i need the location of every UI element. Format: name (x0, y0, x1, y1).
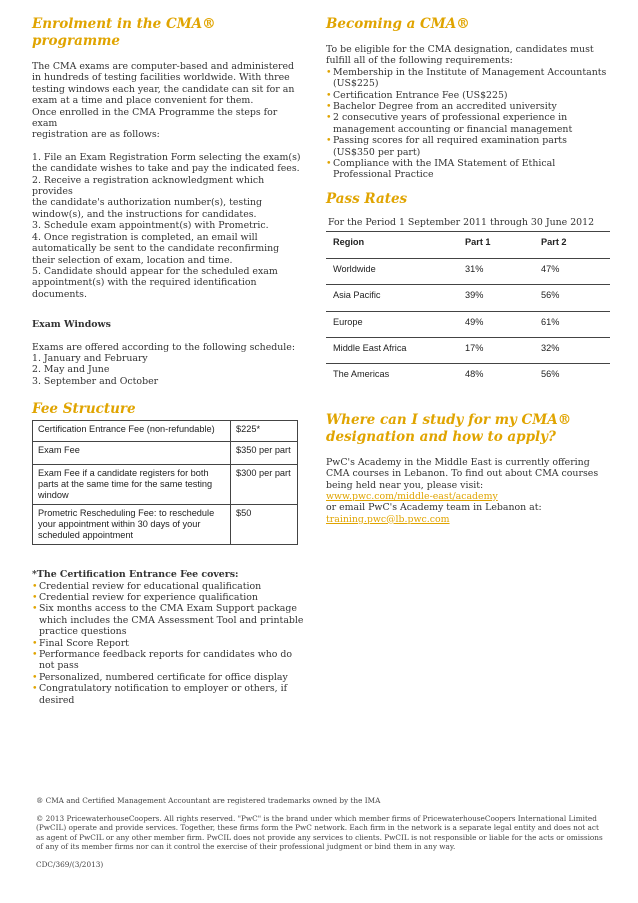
table-row (33, 421, 298, 442)
pass-rates-table (326, 231, 610, 389)
fee-amount-cell: $300 per part (231, 465, 298, 505)
list-item: • Six months access to the CMA Exam Support package which includes the CMA Assessment Tool and printable practice questions (32, 603, 304, 637)
fee-covers-list (32, 581, 304, 706)
enrolment-heading: Enrolment in the CMA® programme (32, 16, 216, 49)
fee-covers-heading: *The Certification Entrance Fee covers: (32, 569, 239, 581)
table-row (326, 285, 610, 311)
email-text: or email PwC's Academy team in Lebanon at: (326, 502, 542, 514)
table-row (326, 364, 610, 390)
column-header: Region (326, 232, 458, 258)
step-item: 3. Schedule exam appointment(s) with Prometric. (32, 220, 269, 232)
pass-rates-period: For the Period 1 September 2011 through 30 June 2012 (328, 216, 595, 228)
part1-cell: 48% (458, 364, 534, 390)
list-item: • Certification Entrance Fee (US$225) (326, 90, 610, 101)
pass-rates-heading: Pass Rates (326, 190, 408, 207)
part2-cell: 47% (534, 258, 610, 284)
list-item: • Performance feedback reports for candidates who do not pass (32, 649, 304, 672)
part2-cell: 56% (534, 285, 610, 311)
list-item: • Congratulatory notification to employer or others, if desired (32, 683, 304, 706)
part2-cell: 56% (534, 364, 610, 390)
list-item: • Membership in the Institute of Management Accountants (US$225) (326, 67, 610, 90)
column-header: Part 1 (458, 232, 534, 258)
right-column (326, 16, 610, 525)
step-item: 2. Receive a registration acknowledgment which provides the candidate's authorization number(s), testing window(s), and the instructions for candidates. (32, 174, 265, 220)
email-link[interactable]: training.pwc@lb.pwc.com (326, 513, 450, 525)
table-header-row (326, 232, 610, 258)
fee-amount-cell: $225* (231, 421, 298, 442)
region-cell: The Americas (326, 364, 458, 390)
copyright-note: © 2013 PricewaterhouseCoopers. All rights reserved. "PwC" is the brand under which member firms of PricewaterhouseCoopers International Limited (PwCIL) operate and provide services. Together, these firms form the PwC network. Each firm in the network is a separate legal entity and does not act as agent of PwCIL or any other member firm. PwCIL does not provide any services to clients. PwCIL is not responsible or liable for the acts or omissions of any of its member firms nor can it control the exercise of their professional judgment or bind them in any way. (36, 813, 603, 852)
list-item: • Credential review for educational qualification (32, 581, 304, 592)
academy-link[interactable]: www.pwc.com/middle-east/academy (326, 490, 498, 502)
fee-table (32, 420, 298, 545)
list-item: • 2 consecutive years of professional experience in management accounting or financial management (326, 112, 610, 135)
requirements-list (326, 67, 610, 181)
trademark-note: ® CMA and Certified Management Accountant are registered trademarks owned by the IMA (36, 796, 381, 805)
table-row (33, 505, 298, 545)
study-heading: Where can I study for my CMA® designation and how to apply? (326, 411, 572, 445)
exam-windows-heading: Exam Windows (32, 319, 111, 331)
fee-item-cell: Exam Fee (33, 442, 231, 465)
exam-window-item: 1. January and February (32, 352, 148, 364)
enrolment-intro: The CMA exams are computer-based and administered in hundreds of testing facilities worldwide. With three testing windows each year, the candidate can sit for an exam at a time and place convenient for them. Once enrolled in the CMA Programme the steps for exam registration are as follows: (32, 61, 295, 141)
step-item: 1. File an Exam Registration Form selecting the exam(s) the candidate wishes to take and pay the indicated fees. (32, 151, 301, 175)
table-row (326, 337, 610, 363)
exam-window-item: 3. September and October (32, 375, 159, 387)
fee-item-cell: Certification Entrance Fee (non-refundable) (33, 421, 231, 442)
region-cell: Asia Pacific (326, 285, 458, 311)
step-item: 4. Once registration is completed, an email will automatically be sent to the candidate reconfirming their selection of exam, location and time. (32, 231, 280, 266)
table-row (33, 442, 298, 465)
region-cell: Europe (326, 311, 458, 337)
list-item: • Passing scores for all required examination parts (US$350 per part) (326, 135, 610, 158)
table-row (33, 465, 298, 505)
becoming-heading: Becoming a CMA® (326, 16, 470, 32)
table-row (326, 258, 610, 284)
list-item: • Compliance with the IMA Statement of Ethical Professional Practice (326, 158, 610, 181)
part1-cell: 49% (458, 311, 534, 337)
study-text: PwC's Academy in the Middle East is currently offering CMA courses in Lebanon. To find out about CMA courses being held near you, please visit: (326, 456, 599, 491)
list-item: • Personalized, numbered certificate for office display (32, 672, 304, 683)
part2-cell: 61% (534, 311, 610, 337)
list-item: • Final Score Report (32, 638, 304, 649)
table-row (326, 311, 610, 337)
part1-cell: 17% (458, 337, 534, 363)
left-column (32, 16, 304, 706)
column-header: Part 2 (534, 232, 610, 258)
fee-amount-cell: $350 per part (231, 442, 298, 465)
registration-steps (32, 152, 304, 300)
becoming-intro: To be eligible for the CMA designation, candidates must fulfill all of the following requirements: (326, 44, 594, 67)
part2-cell: 32% (534, 337, 610, 363)
footer (36, 796, 604, 878)
exam-windows-intro: Exams are offered according to the following schedule: (32, 341, 296, 353)
region-cell: Middle East Africa (326, 337, 458, 363)
fee-item-cell: Prometric Rescheduling Fee: to reschedule your appointment within 30 days of your scheduled appointment (33, 505, 231, 545)
list-item: • Bachelor Degree from an accredited university (326, 101, 610, 112)
step-item: 5. Candidate should appear for the scheduled exam appointment(s) with the required identification documents. (32, 265, 278, 300)
exam-window-item: 2. May and June (32, 364, 110, 376)
fee-structure-heading: Fee Structure (32, 401, 136, 418)
region-cell: Worldwide (326, 258, 458, 284)
document-code: CDC/369/(3/2013) (36, 859, 104, 869)
part1-cell: 31% (458, 258, 534, 284)
part1-cell: 39% (458, 285, 534, 311)
fee-amount-cell: $50 (231, 505, 298, 545)
fee-item-cell: Exam Fee if a candidate registers for both parts at the same time for the same testing window (33, 465, 231, 505)
list-item: • Credential review for experience qualification (32, 592, 304, 603)
